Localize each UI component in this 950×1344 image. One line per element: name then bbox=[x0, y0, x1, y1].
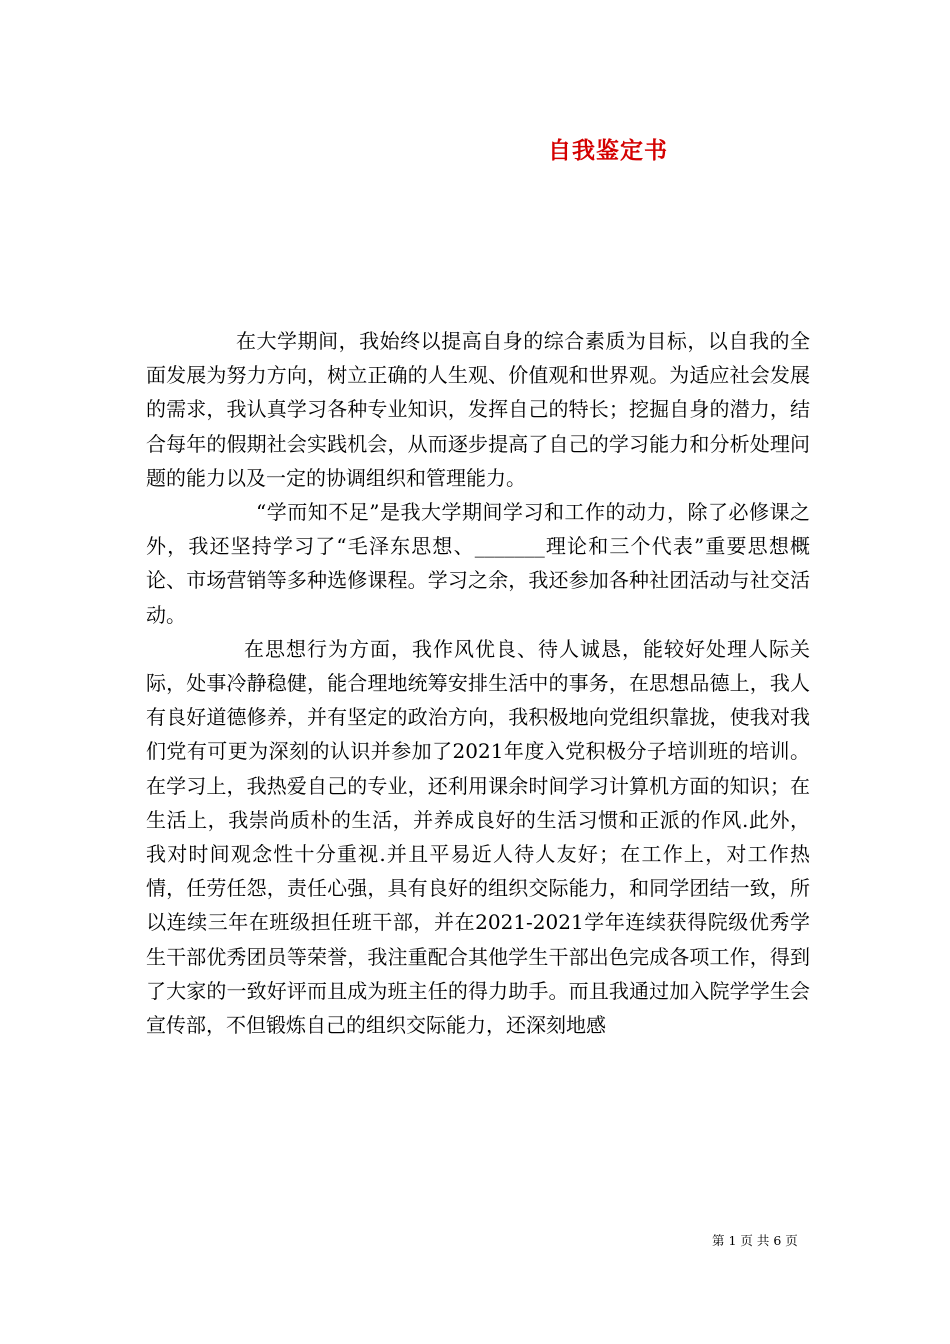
paragraph-2: “学而知不足”是我大学期间学习和工作的动力，除了必修课之外，我还坚持学习了“毛泽东思想、_______理论和三个代表”重要思想概论、市场营销等多种选修课程。学习之余，我还参加各种社团活动与社交活动。 bbox=[146, 500, 810, 627]
document-title: 自我鉴定书 bbox=[548, 137, 668, 164]
paragraph-3: 在思想行为方面，我作风优良、待人诚恳，能较好处理人际关际，处事冷静稳健，能合理地统筹安排生活中的事务，在思想品德上，我人有良好道德修养，并有坚定的政治方向，我积极地向党组织靠拢，使我对我们党有可更为深刻的认识并参加了2021年度入党积极分子培训班的培训。在学习上，我热爱自己的专业，还利用课余时间学习计算机方面的知识；在生活上，我崇尚质朴的生活，并养成良好的生活习惯和正派的作风.此外，我对时间观念性十分重视.并且平易近人待人友好；在工作上，对工作热情，任劳任怨，责任心强，具有良好的组织交际能力，和同学团结一致，所以连续三年在班级担任班干部，并在2021-2021学年连续获得院级优秀学生干部优秀团员等荣誉，我注重配合其他学生干部出色完成各项工作，得到了大家的一致好评而且成为班主任的得力助手。而且我通过加入院学学生会宣传部，不但锻炼自己的组织交际能力，还深刻地感 bbox=[146, 636, 810, 1038]
paragraph-1: 在大学期间，我始终以提高自身的综合素质为目标，以自我的全面发展为努力方向，树立正确的人生观、价值观和世界观。为适应社会发展的需求，我认真学习各种专业知识，发挥自己的特长；挖掘自身的潜力，结合每年的假期社会实践机会，从而逐步提高了自己的学习能力和分析处理问题的能力以及一定的协调组织和管理能力。 bbox=[146, 329, 810, 490]
page-footer: 第 1 页 共 6 页 bbox=[712, 1233, 798, 1248]
document-body bbox=[146, 324, 810, 1042]
